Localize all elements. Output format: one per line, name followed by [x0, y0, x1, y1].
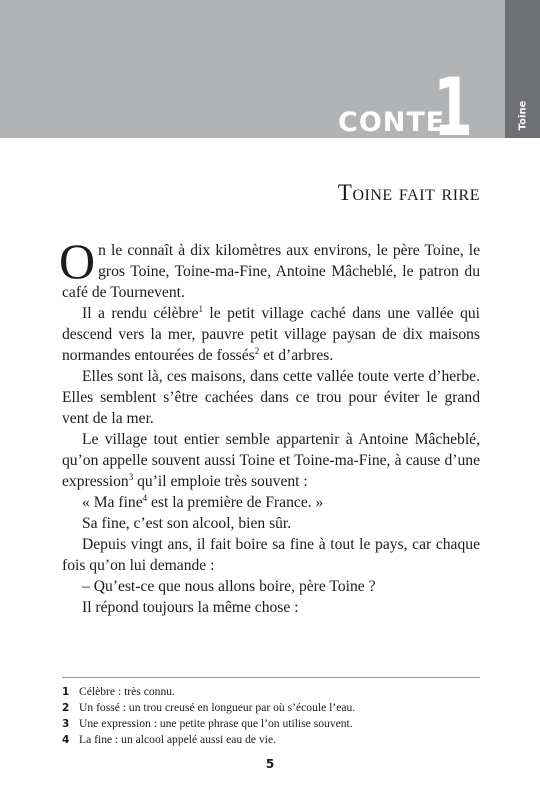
side-tab-label: Toine [516, 100, 528, 130]
paragraph: Depuis vingt ans, il fait boire sa fine à tout le pays, car chaque fois qu’on lui demande : [62, 536, 480, 574]
footnote-ref: 2 [254, 346, 260, 356]
footnote-ref: 4 [142, 493, 148, 503]
paragraph: Sa fine, c’est son alcool, bien sûr. [82, 515, 292, 532]
footnote: 2 Un fossé : un trou creusé en longueur par où s’écoule l’eau. [62, 701, 356, 714]
story-title: Toine fait rire [337, 180, 480, 205]
paragraph: Le village tout entier semble appartenir à Antoine Mâcheblé, qu’on appelle souvent aussi Toine et Toine-ma-Fine, à cause d’une expression$^3$ qu’il emploie très souvent : [62, 431, 480, 490]
story-text [59, 233, 480, 618]
paragraph: Elles sont là, ces maisons, dans cette vallée toute verte d’herbe. Elles semblent s’être cachées dans ce trou pour éviter le grand vent de la mer. [62, 368, 480, 427]
paragraph: Il répond toujours la même chose : [82, 599, 299, 616]
page-number: 5 [265, 757, 275, 771]
footnote-divider [62, 677, 480, 678]
chapter-label: CONTE [338, 107, 446, 138]
footnote: 4 La fine : un alcool appelé aussi eau de vie. [62, 733, 277, 746]
paragraph: Il a rendu célèbre$^1$ le petit village caché dans une vallée qui descend vers la mer, pauvre petit village paysan de dix maisons normandes entourées de fossés$^2$ et d’arbres. [62, 304, 480, 364]
footnote: 1 Célèbre : très connu. [62, 685, 175, 698]
chapter-number: 1 [433, 61, 474, 154]
footnote: 3 Une expression : une petite phrase que l’on utilise souvent. [62, 717, 353, 730]
footnote-ref: 1 [198, 304, 203, 314]
paragraph: « Ma fine$^4$ est la première de France. » [82, 493, 324, 511]
paragraph: – Qu’est-ce que nous allons boire, père Toine ? [82, 578, 376, 595]
footnote-ref: 3 [128, 472, 134, 482]
drop-cap: O [59, 233, 96, 289]
footnotes [62, 684, 480, 748]
paragraph: On le connaît à dix kilomètres aux environs, le père Toine, le gros Toine, Toine-ma-Fine, Antoine Mâcheblé, le patron du café de Tournevent. [59, 233, 480, 301]
